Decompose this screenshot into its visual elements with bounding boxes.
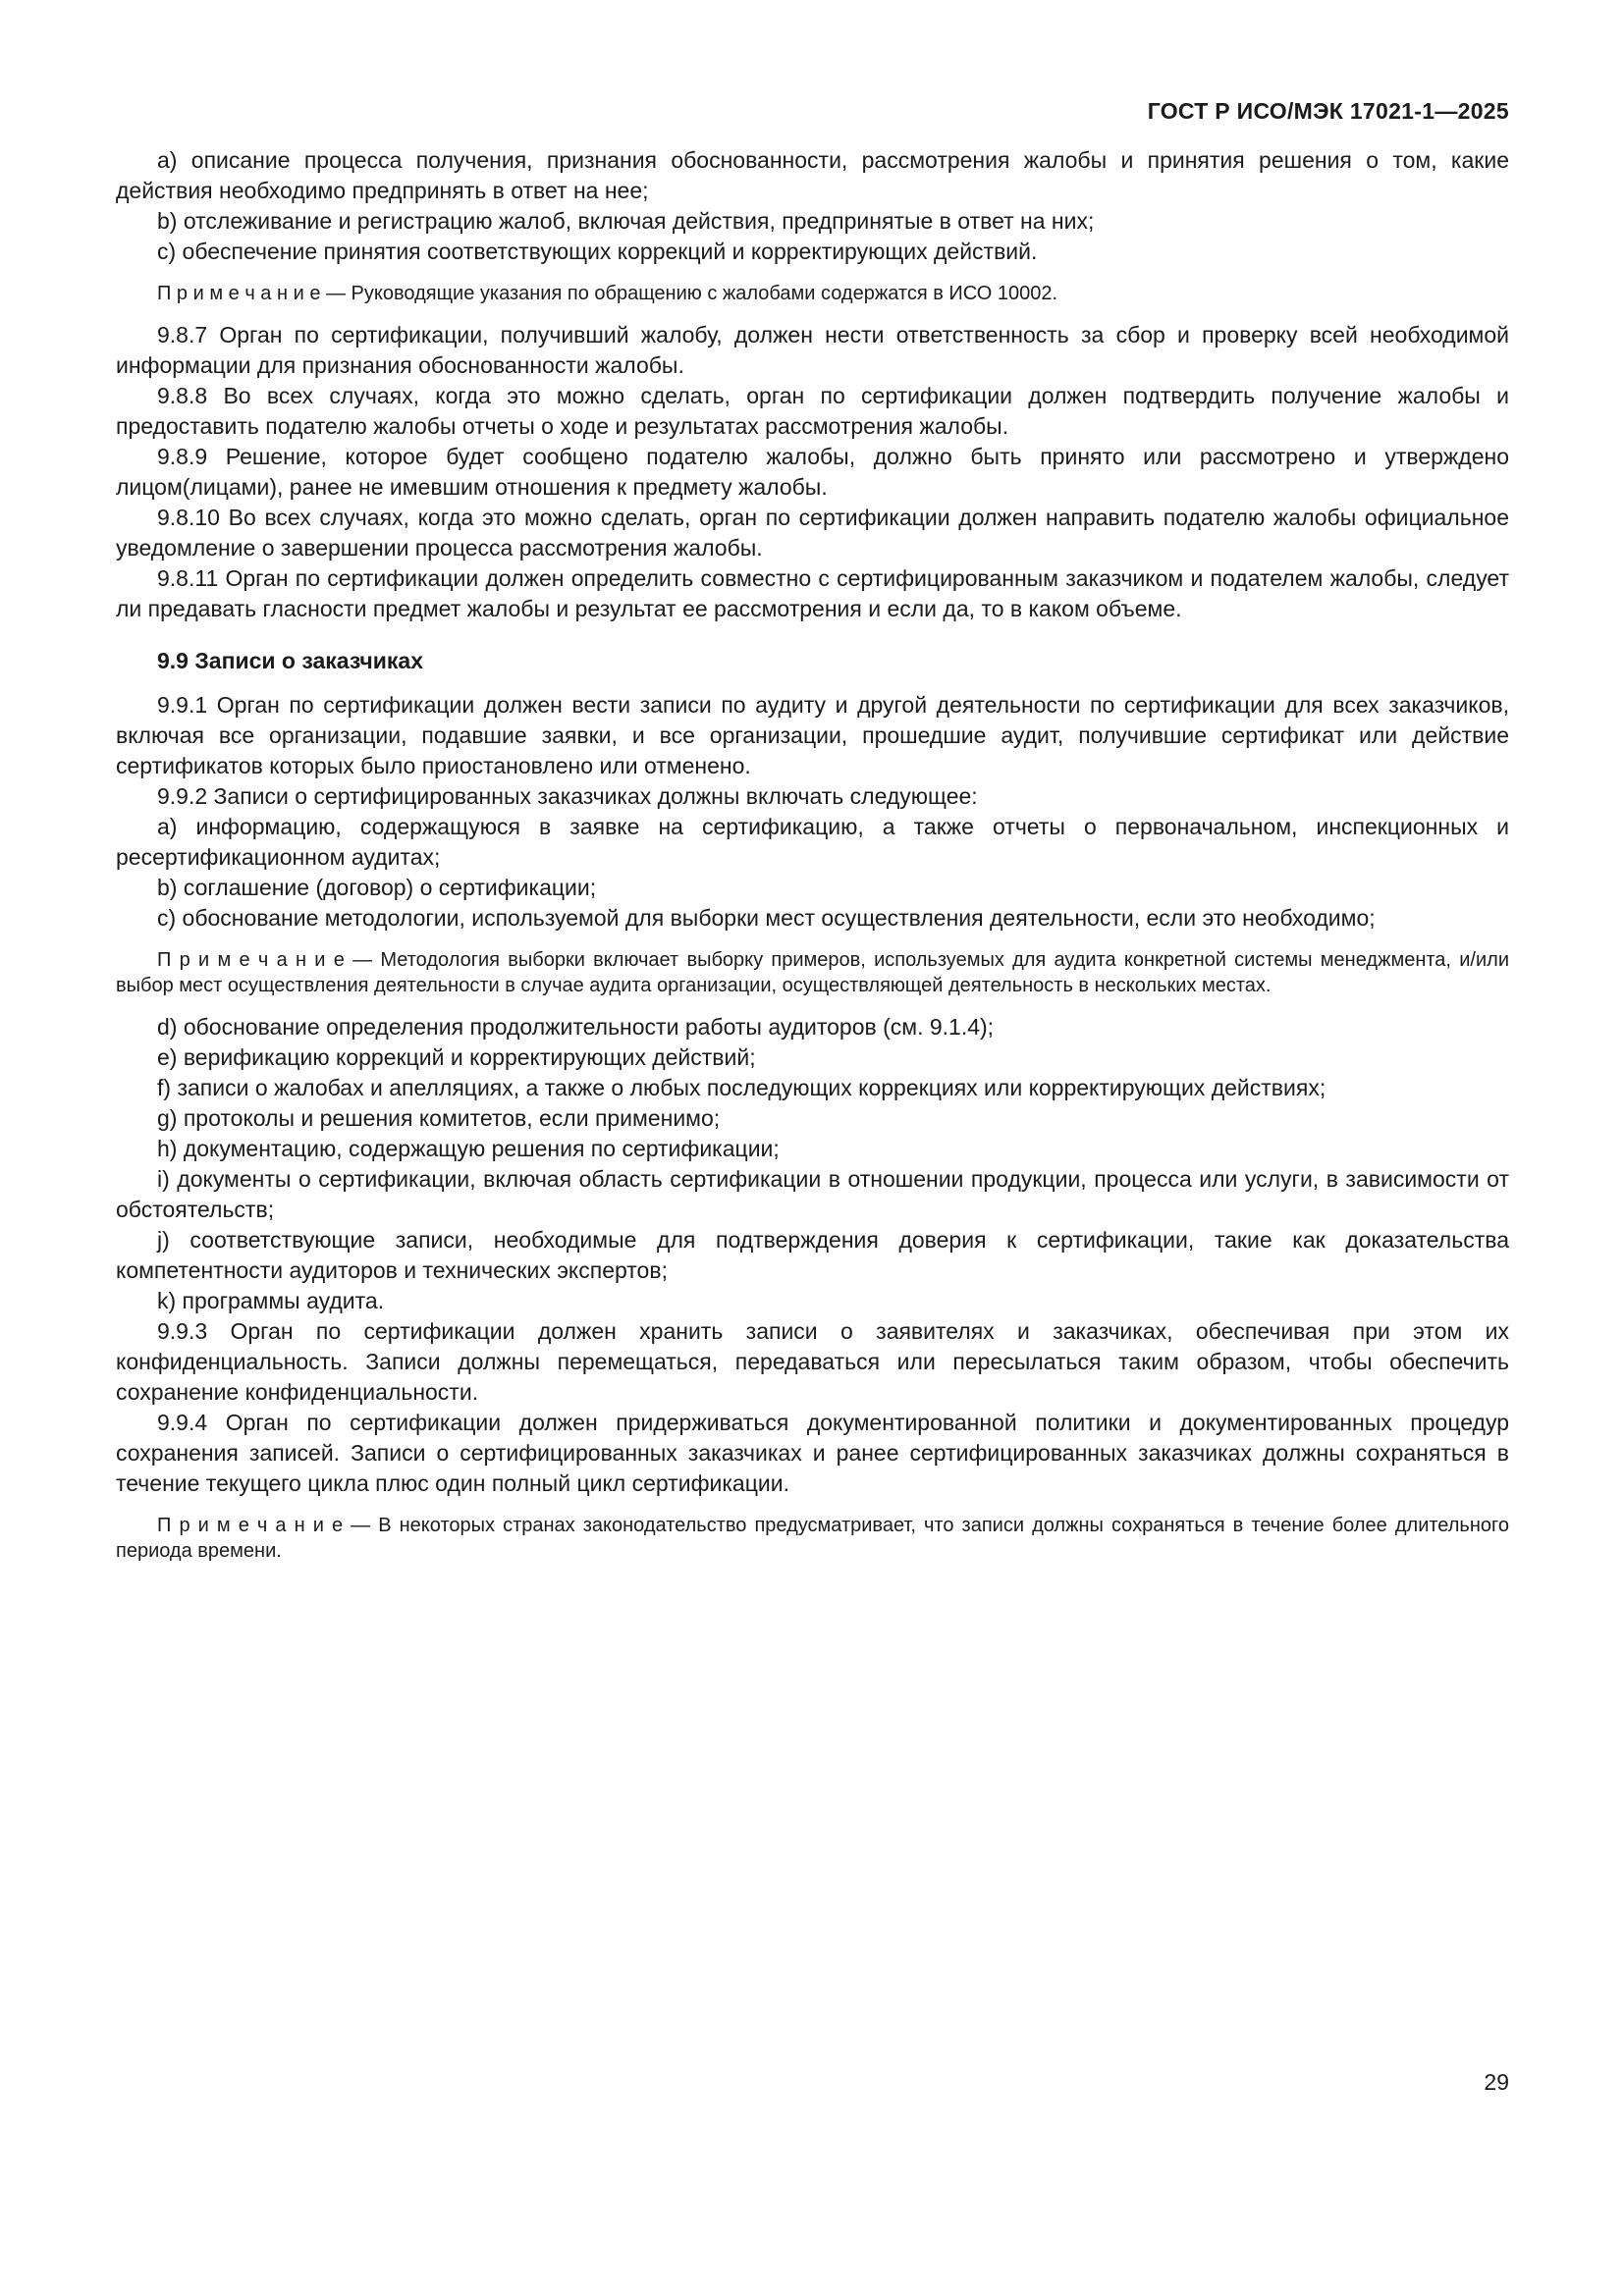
- body-paragraph: k) программы аудита.: [157, 1288, 385, 1313]
- section-heading: 9.9 Записи о заказчиках: [157, 648, 424, 673]
- page-number: 29: [1484, 2069, 1509, 2095]
- body-paragraph: 9.8.11 Орган по сертификации должен определить совместно с сертифицированным заказчиком и подателем жалобы, следует ли предавать гласности предмет жалобы и результат ее рассмотрения и если да, то в каком объеме.: [116, 565, 1509, 621]
- body-paragraph: b) отслеживание и регистрацию жалоб, включая действия, предпринятые в ответ на них;: [157, 208, 1095, 234]
- note-paragraph: П р и м е ч а н и е — Методология выборки включает выборку примеров, используемых для аудита конкретной системы менеджмента, и/или выбор мест осуществления деятельности в случае аудита организации, осуществляющей деятельность в нескольких местах.: [116, 949, 1509, 996]
- document-header-code: ГОСТ Р ИСО/МЭК 17021-1—2025: [1147, 98, 1509, 124]
- body-paragraph: c) обоснование методологии, используемой для выборки мест осуществления деятельности, если это необходимо;: [157, 905, 1376, 931]
- body-paragraph: 9.9.4 Орган по сертификации должен придерживаться документированной политики и документированных процедур сохранения записей. Записи о сертифицированных заказчиках и ранее сертифицированных заказчиках должны сохраняться в течение текущего цикла плюс один полный цикл сертификации.: [116, 1410, 1509, 1496]
- body-paragraph: g) протоколы и решения комитетов, если применимо;: [157, 1105, 721, 1131]
- body-paragraph: i) документы о сертификации, включая область сертификации в отношении продукции, процесса или услуги, в зависимости от обстоятельств;: [116, 1166, 1509, 1222]
- body-paragraph: c) обеспечение принятия соответствующих коррекций и корректирующих действий.: [157, 239, 1038, 264]
- body-paragraph: 9.9.2 Записи о сертифицированных заказчиках должны включать следующее:: [157, 783, 978, 809]
- note-paragraph: П р и м е ч а н и е — Руководящие указания по обращению с жалобами содержатся в ИСО 10002.: [157, 283, 1058, 304]
- body-paragraph: 9.9.1 Орган по сертификации должен вести записи по аудиту и другой деятельности по сертификации для всех заказчиков, включая все организации, подавшие заявки, и все организации, прошедшие аудит, получившие сертификат или действие сертификатов которых было приостановлено или отменено.: [116, 692, 1509, 778]
- body-paragraph: f) записи о жалобах и апелляциях, а также о любых последующих коррекциях или корректирующих действиях;: [157, 1075, 1326, 1100]
- body-paragraph: e) верификацию коррекций и корректирующих действий;: [157, 1044, 756, 1070]
- body-paragraph: a) описание процесса получения, признания обоснованности, рассмотрения жалобы и принятия решения о том, какие действия необходимо предпринять в ответ на нее;: [116, 147, 1509, 203]
- body-paragraph: 9.8.9 Решение, которое будет сообщено подателю жалобы, должно быть принято или рассмотрено и утверждено лицом(лицами), ранее не имевшим отношения к предмету жалобы.: [116, 444, 1509, 500]
- body-paragraph: h) документацию, содержащую решения по сертификации;: [157, 1136, 780, 1161]
- body-paragraph: 9.8.7 Орган по сертификации, получивший жалобу, должен нести ответственность за сбор и проверку всей необходимой информации для признания обоснованности жалобы.: [116, 322, 1509, 378]
- body-paragraph: b) соглашение (договор) о сертификации;: [157, 875, 597, 900]
- body-paragraph: 9.8.8 Во всех случаях, когда это можно сделать, орган по сертификации должен подтвердить получение жалобы и предоставить подателю жалобы отчеты о ходе и результатах рассмотрения жалобы.: [116, 383, 1509, 439]
- body-paragraph: j) соответствующие записи, необходимые для подтверждения доверия к сертификации, такие как доказательства компетентности аудиторов и технических экспертов;: [116, 1227, 1509, 1283]
- body-paragraph: 9.9.3 Орган по сертификации должен хранить записи о заявителях и заказчиках, обеспечивая при этом их конфиденциальность. Записи должны перемещаться, передаваться или пересылаться таким образом, чтобы обеспечить сохранение конфиденциальности.: [116, 1318, 1509, 1405]
- body-paragraph: a) информацию, содержащуюся в заявке на сертификацию, а также отчеты о первоначальном, инспекционных и ресертификационном аудитах;: [116, 814, 1509, 870]
- note-paragraph: П р и м е ч а н и е — В некоторых странах законодательство предусматривает, что записи должны сохраняться в течение более длительного периода времени.: [116, 1515, 1509, 1562]
- document-body: [116, 145, 1509, 1577]
- body-paragraph: d) обоснование определения продолжительности работы аудиторов (см. 9.1.4);: [157, 1014, 995, 1040]
- body-paragraph: 9.8.10 Во всех случаях, когда это можно сделать, орган по сертификации должен направить подателю жалобы официальное уведомление о завершении процесса рассмотрения жалобы.: [116, 505, 1509, 561]
